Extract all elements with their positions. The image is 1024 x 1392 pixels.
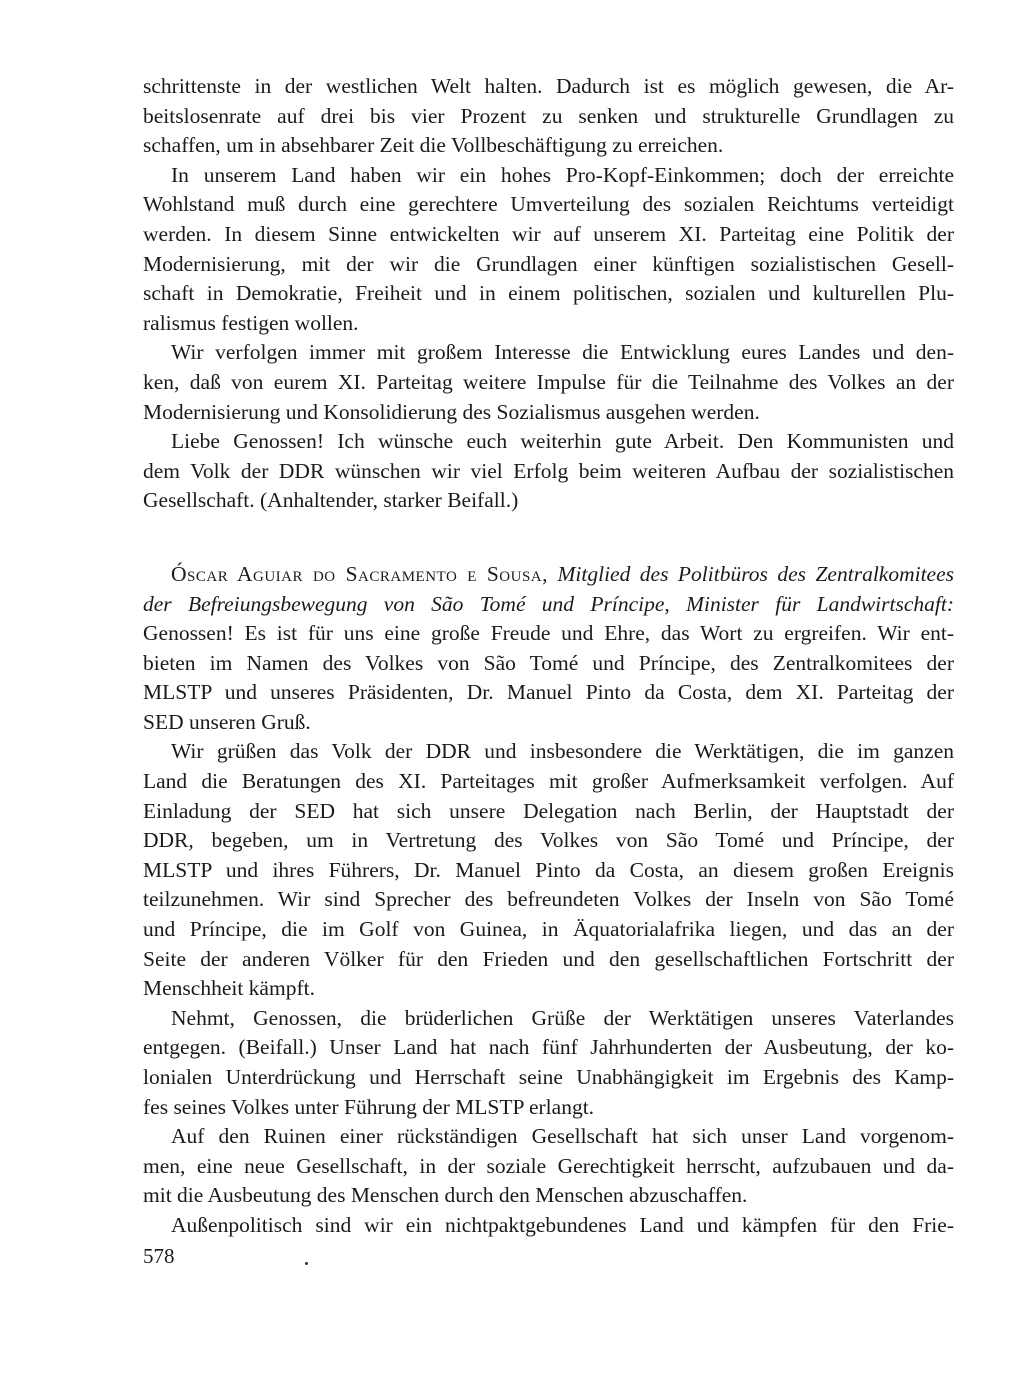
speech-header — [143, 560, 954, 619]
print-speck — [305, 1262, 308, 1265]
text-line: Auf den Ruinen einer rückständigen Gesellschaft hat sich unser Land vorgenom- — [171, 1124, 954, 1149]
text-line: Modernisierung, mit der wir die Grundlagen einer künftigen sozialistischen Gesell- — [143, 251, 954, 276]
speaker-role: Mitglied des Politbüros des Zentralkomitees — [557, 561, 955, 586]
text-line: Genossen! Es ist für uns eine große Freude und Ehre, das Wort zu ergreifen. Wir ent- — [143, 621, 954, 646]
speaker-line — [143, 560, 954, 590]
text-line: In unserem Land haben wir ein hohes Pro-Kopf-Einkommen; doch der erreichte — [171, 162, 954, 187]
text-line: teilzunehmen. Wir sind Sprecher des befreundeten Volkes der Inseln von São Tomé — [143, 887, 954, 912]
text-line: lonialen Unterdrückung und Herrschaft seine Unabhängigkeit im Ergebnis des Kamp- — [143, 1065, 954, 1089]
text-line: MLSTP und unseres Präsidenten, Dr. Manuel Pinto da Costa, dem XI. Parteitag der — [143, 680, 954, 705]
text-line: fes seines Volkes unter Führung der MLSTP erlangt. — [143, 1094, 595, 1119]
text-line: Gesellschaft. (Anhaltender, starker Beifall.) — [143, 488, 519, 513]
text-line: Wohlstand muß durch eine gerechtere Umverteilung des sozialen Reichtums verteidigt — [143, 192, 954, 217]
paragraph — [143, 1122, 954, 1211]
text-line: schaft in Demokratie, Freiheit und in einem politischen, sozialen und kulturellen Plu- — [143, 281, 954, 306]
text-line: Liebe Genossen! Ich wünsche euch weiterhin gute Arbeit. Den Kommunisten und — [171, 429, 954, 454]
text-line: SED unseren Gruß. — [143, 709, 311, 734]
text-line: mit die Ausbeutung des Menschen durch den Menschen abzuschaffen. — [143, 1183, 748, 1208]
text-line: Außenpolitisch sind wir ein nichtpaktgebundenes Land und kämpfen für den Frie- — [171, 1212, 954, 1237]
text-line: Menschheit kämpft. — [143, 976, 315, 1001]
paragraph — [143, 338, 954, 427]
paragraph — [143, 1004, 954, 1122]
text-line: Wir grüßen das Volk der DDR und insbesondere die Werktätigen, die im ganzen — [171, 739, 954, 764]
text-line: beitslosenrate auf drei bis vier Prozent zu senken und strukturelle Grundlagen zu — [143, 103, 954, 128]
paragraph — [143, 737, 954, 1003]
page-number: 578 — [143, 1244, 175, 1268]
paragraph — [143, 619, 954, 737]
text-line: Einladung der SED hat sich unsere Delegation nach Berlin, der Hauptstadt der — [143, 798, 954, 823]
paragraph — [143, 427, 954, 516]
speaker-name: Óscar Aguiar do Sacramento e Sousa, — [171, 561, 549, 586]
text-line: und Príncipe, die im Golf von Guinea, in Äquatorialafrika liegen, und das an der — [143, 917, 954, 942]
paragraph — [143, 161, 954, 339]
text-line: Seite der anderen Völker für den Frieden und den gesellschaftlichen Fortschritt der — [143, 946, 954, 971]
text-line: MLSTP und ihres Führers, Dr. Manuel Pinto da Costa, an diesem großen Ereignis — [143, 857, 954, 882]
text-line: schaffen, um in absehbarer Zeit die Vollbeschäftigung zu erreichen. — [143, 133, 724, 158]
speaker-role-line: der Befreiungsbewegung von São Tomé und Príncipe, Minister für Landwirtschaft: — [143, 591, 954, 616]
paragraph — [143, 1211, 954, 1241]
text-line: Nehmt, Genossen, die brüderlichen Grüße der Werktätigen unseres Vaterlandes — [171, 1005, 954, 1030]
text-line: men, eine neue Gesellschaft, in der soziale Gerechtigkeit herrscht, aufzubauen und da- — [143, 1153, 954, 1178]
text-line: Modernisierung und Konsolidierung des Sozialismus ausgehen werden. — [143, 399, 760, 424]
text-line: DDR, begeben, um in Vertretung des Volkes von São Tomé und Príncipe, der — [143, 828, 954, 853]
text-line: ken, daß von eurem XI. Parteitag weitere Impulse für die Teilnahme des Volkes an der — [143, 369, 954, 394]
text-line: dem Volk der DDR wünschen wir viel Erfolg beim weiteren Aufbau der sozialistischen — [143, 458, 954, 483]
text-line: entgegen. (Beifall.) Unser Land hat nach fünf Jahrhunderten der Ausbeutung, der ko- — [143, 1035, 954, 1060]
document-page — [143, 72, 954, 1241]
text-line: Land die Beratungen des XI. Parteitages mit großer Aufmerksamkeit verfolgen. Auf — [143, 769, 954, 794]
paragraph — [143, 72, 954, 161]
text-line: Wir verfolgen immer mit großem Interesse die Entwicklung eures Landes und den- — [171, 340, 954, 365]
text-line: ralismus festigen wollen. — [143, 310, 359, 335]
section-gap — [143, 516, 954, 560]
text-line: schrittenste in der westlichen Welt halten. Dadurch ist es möglich gewesen, die Ar- — [143, 74, 954, 98]
text-line: bieten im Namen des Volkes von São Tomé und Príncipe, des Zentralkomitees der — [143, 650, 954, 675]
text-line: werden. In diesem Sinne entwickelten wir auf unserem XI. Parteitag eine Politik der — [143, 221, 954, 246]
